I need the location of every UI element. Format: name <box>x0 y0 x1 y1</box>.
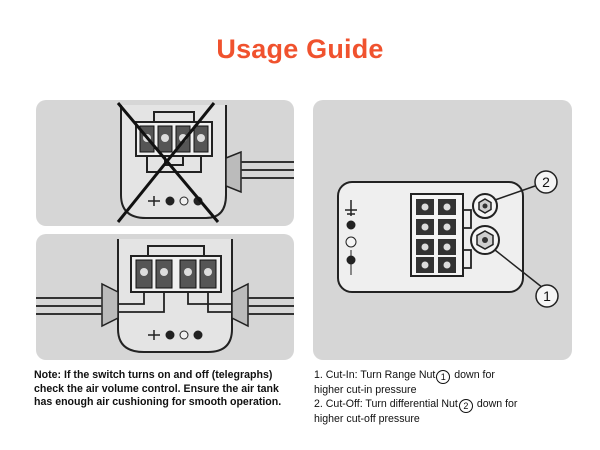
circled-number-2: 2 <box>459 399 473 413</box>
adjustment-nuts-diagram <box>313 100 572 360</box>
page-title: Usage Guide <box>216 34 384 64</box>
step-1 <box>314 369 584 384</box>
correct-wiring-diagram <box>36 234 294 360</box>
step-1-text-end: down for <box>451 369 495 381</box>
note-line: Note: If the switch turns on and off (telegraphs) <box>34 369 273 381</box>
step-2-text-end: down for <box>473 397 518 410</box>
callout-label-1: 1 <box>543 288 551 304</box>
telegraph-note <box>34 369 304 410</box>
adjustment-nuts-panel <box>313 100 572 360</box>
step-2-text: 2. Cut-Off: Turn differential Nut <box>314 397 458 410</box>
correct-wiring-panel <box>36 234 294 360</box>
step-1-text: 1. Cut-In: Turn Range Nut <box>314 369 436 381</box>
step-1-line2: higher cut-in pressure <box>314 384 417 396</box>
note-line: has enough air cushioning for smooth operation. <box>34 396 282 408</box>
step-2-line2: higher cut-off pressure <box>314 412 420 425</box>
callout-label-2: 2 <box>542 174 550 190</box>
circled-number-1: 1 <box>436 370 450 384</box>
note-line: check the air volume control. Ensure the air tank <box>34 382 279 395</box>
adjustment-steps <box>314 369 584 426</box>
wrong-wiring-panel <box>36 100 294 226</box>
wrong-wiring-diagram <box>36 100 294 226</box>
step-2 <box>314 398 584 413</box>
